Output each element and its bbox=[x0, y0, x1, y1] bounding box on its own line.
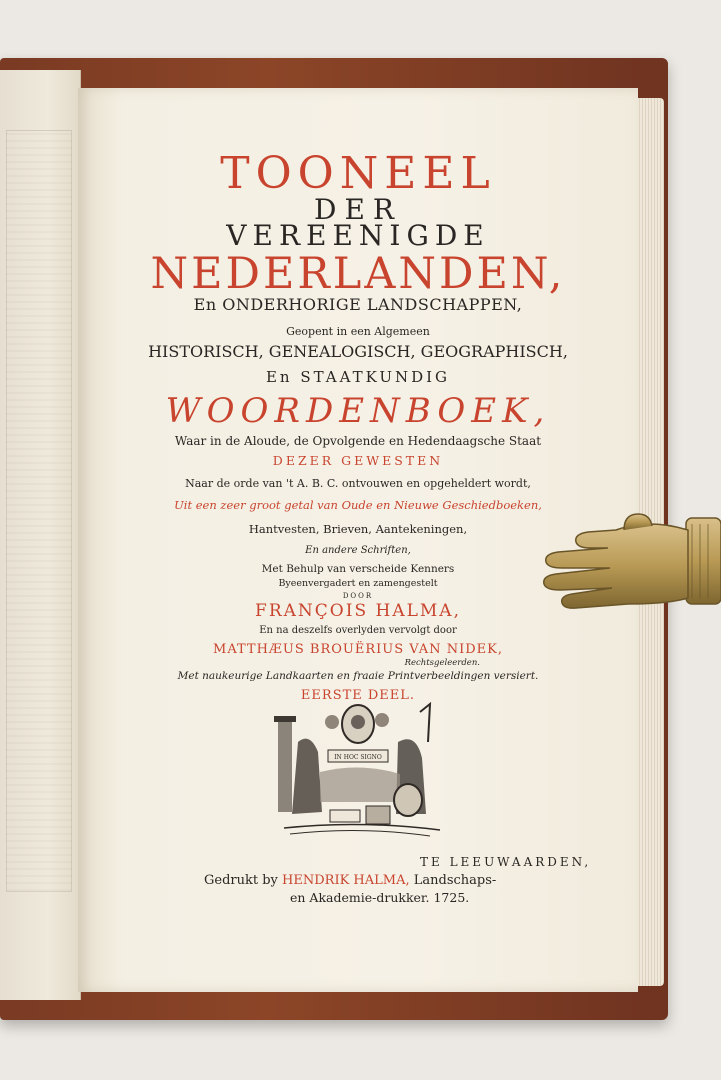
text-met-behulp: Met Behulp van verscheide Kenners bbox=[261, 563, 455, 575]
title-nederlanden: NEDERLANDEN, bbox=[150, 249, 566, 299]
text-landkaarten: Met naukeurige Landkaarten en fraaie Printverbeeldingen versiert. bbox=[177, 670, 539, 682]
text-aloude: Waar in de Aloude, de Opvolgende en Hedendaagsche Staat bbox=[174, 434, 542, 448]
title-der: DER bbox=[314, 193, 402, 226]
subtitle-historisch: HISTORISCH, GENEALOGISCH, GEOGRAPHISCH, bbox=[148, 342, 568, 361]
imprint-city: TE LEEUWAARDEN, bbox=[420, 855, 592, 869]
subtitle-geopent: Geopent in een Algemeen bbox=[286, 325, 430, 338]
imprint-gedrukt: Gedrukt by bbox=[204, 873, 283, 888]
author-nidek: MATTHÆUS BROUËRIUS VAN NIDEK, bbox=[213, 642, 503, 657]
text-hantvesten: Hantvesten, Brieven, Aantekeningen, bbox=[248, 522, 468, 536]
text-uit-een-zeer: Uit een zeer groot getal van Oude en Nieuwe Geschiedboeken, bbox=[174, 498, 542, 512]
text-eerste-deel: EERSTE DEEL. bbox=[300, 688, 416, 703]
author-halma: FRANÇOIS HALMA, bbox=[255, 601, 461, 621]
imprint-printer-name: HENDRIK HALMA, bbox=[282, 873, 410, 888]
engraved-vignette-icon bbox=[270, 702, 450, 842]
left-page-faint-engraving bbox=[6, 130, 72, 892]
left-pastedown-page bbox=[0, 70, 81, 1000]
title-woordenboek: WOORDENBOEK, bbox=[165, 391, 551, 431]
title-tooneel: TOONEEL bbox=[220, 148, 496, 199]
subtitle-staatkundig: En STAATKUNDIG bbox=[265, 368, 451, 386]
text-dezer-gewesten: DEZER GEWESTEN bbox=[272, 453, 444, 468]
brass-hand-bookmark-icon bbox=[528, 508, 721, 620]
text-andere-schriften: En andere Schriften, bbox=[305, 545, 411, 556]
imprint-role-year: en Akademie-drukker. 1725. bbox=[290, 890, 470, 905]
text-rechtsgeleerden: Rechtsgeleerden. bbox=[404, 658, 480, 668]
text-door: DOOR bbox=[342, 592, 374, 600]
subtitle-landschappen: En ONDERHORIGE LANDSCHAPPEN, bbox=[193, 295, 523, 314]
imprint-printer bbox=[204, 874, 644, 887]
vignette-motto: IN HOC SIGNO bbox=[334, 754, 382, 761]
imprint-landschaps: Landschaps- bbox=[409, 873, 497, 888]
title-vereenigde: VEREENIGDE bbox=[226, 219, 490, 252]
text-byeenvergadert: Byeenvergadert en zamengestelt bbox=[278, 578, 438, 589]
text-naar-de-orde: Naar de orde van 't A. B. C. ontvouwen en opgeheldert wordt, bbox=[185, 477, 531, 490]
text-vervolgt-door: En na deszelfs overlyden vervolgt door bbox=[259, 625, 457, 636]
